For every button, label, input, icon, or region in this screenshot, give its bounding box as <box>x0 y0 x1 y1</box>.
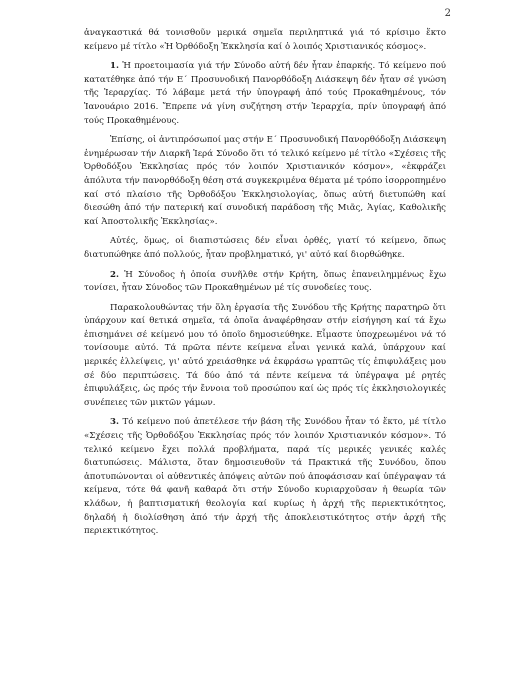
paragraph-representatives <box>84 134 446 229</box>
paragraph-text: Ἡ Σύνοδος ἡ ὁποία συνῆλθε στήν Κρήτη, ὅπως ἐπανειλημμένως ἔχω τονίσει, ἦταν Σύνοδος τῶν Προκαθημένων μέ τίς συνοδείες τους. <box>84 269 447 294</box>
paragraph-number: 1. <box>110 61 119 72</box>
paragraph-point-3 <box>84 416 446 538</box>
paragraph-number: 3. <box>110 417 119 428</box>
page-number: 2 <box>444 8 451 19</box>
paragraph-findings <box>84 235 446 262</box>
paragraph-observations <box>84 302 446 411</box>
paragraph-text: Αὐτές, ὅμως, οἱ διαπιστώσεις δέν εἶναι ὀρθές, γιατί τό κείμενο, ὅπως διατυπώθηκε ἀπό πολλούς, ἦταν προβληματικό, γι' αὐτό καί διορθώθηκε. <box>84 236 446 260</box>
paragraph-intro <box>84 27 446 54</box>
document-body <box>84 27 446 539</box>
paragraph-text: Τό κείμενο πού ἀπετέλεσε τήν βάση τῆς Συνόδου ἦταν τό ἕκτο, μέ τίτλο «Σχέσεις τῆς Ὀρθοδόξου Ἐκκλησίας πρός τόν λοιπόν Χριστιανικόν κόσμον». Τό τελικό κείμενο ἔχει πολλά προβλήματα, παρά τίς μερικές γενικές καλές διατυπώσεις. Μάλιστα, ὅταν δημοσιευθοῦν τά Πρακτικά τῆς Συνόδου, ὅπου ἀποτυπώνονται οἱ αὐθεντικές ἀπόψεις αὐτῶν πού ἀποφάσισαν καί ὑπέγραψαν τά κείμενα, τότε θά φανῆ καθαρά ὅτι στήν Σύνοδο κυριαρχοῦσαν ἡ θεωρία τῶν κλάδων, ἡ βαπτισματική θεολογία καί κυρίως ἡ ἀρχή τῆς περιεκτικότητος, δηλαδή ἡ διολίσθηση ἀπό τήν ἀρχή τῆς ἀποκλειστικότητος στήν ἀρχή τῆς περιεκτικότητος. <box>84 417 447 537</box>
paragraph-point-1 <box>84 60 446 128</box>
paragraph-text: Ἐπίσης, οἱ ἀντιπρόσωποί μας στήν Ε΄ Προσυνοδική Πανορθόδοξη Διάσκεψη ἐνημέρωσαν τήν Διαρκῆ Ἱερά Σύνοδο ὅτι τό τελικό κείμενο μέ τίτλο «Σχέσεις τῆς Ὀρθοδόξου Ἐκκλησίας πρός τόν λοιπόν Χριστιανικόν κόσμον», «ἐκφράζει ἀπόλυτα τήν πανορθόδοξη θέση στά συγκεκριμένα θέματα μέ τρόπο ἰσορροπημένο καί στό πλαίσιο τῆς Ὀρθοδόξου Ἐκκλησιολογίας, ὅπως αὐτή διετυπώθη καί διεσώθη ἀπό τήν πατερική καί συνοδική παράδοση τῆς Μιᾶς, Ἁγίας, Καθολικῆς καί Ἀποστολικῆς Ἐκκλησίας». <box>84 135 446 227</box>
paragraph-point-2 <box>84 269 446 296</box>
paragraph-text: ἀναγκαστικά θά τονισθοῦν μερικά σημεῖα περιληπτικά γιά τό κρίσιμο ἕκτο κείμενο μέ τίτλο «Ἡ Ὀρθόδοξη Ἐκκλησία καί ὁ λοιπός Χριστιανικός κόσμος». <box>84 28 446 52</box>
paragraph-text: Ἡ προετοιμασία γιά τήν Σύνοδο αὐτή δέν ἦταν ἐπαρκής. Τό κείμενο πού κατατέθηκε ἀπό τήν Ε΄ Προσυνοδική Πανορθόδοξη Διάσκεψη δέν ἦταν σέ γνώση τῆς Ἱεραρχίας. Τό λάβαμε μετά τήν ὑπογραφή ἀπό τούς Προκαθημένους, τόν Ἰανουάριο 2016. Ἔπρεπε νά γίνη συζήτηση στήν Ἱεραρχία, πρίν ὑπογραφή ἀπό τούς Προκαθημένους. <box>84 61 446 126</box>
paragraph-text: Παρακολουθώντας τήν ὅλη ἐργασία τῆς Συνόδου τῆς Κρήτης παρατηρῶ ὅτι ὑπάρχουν καί θετικά σημεῖα, τά ὁποῖα ἀναφέρθησαν στήν εἰσήγηση καί τά ἔχω ἐπισημάνει σέ κείμενό μου τό ὁποῖο δημοσιεύθηκε. Εἶμαστε ὑποχρεωμένοι νά τό τονίσουμε αὐτό. Τά πρῶτα πέντε κείμενα εἶναι γενικά καλά, ὑπάρχουν καί μερικές ἐλλείψεις, γι' αὐτό χρειάσθηκε νά ἐκφράσω γραπτῶς τίς ἐπιφυλάξεις μου σέ δύο περιπτώσεις. Τά δύο ἀπό τά πέντε κείμενα τά ὑπέγραψα μέ ρητές ἐπιφυλάξεις, ὡς πρός τήν ἔννοια τοῦ προσώπου καί ὡς πρός τίς ἐκκλησιολογικές συνέπειες τῶν μικτῶν γάμων. <box>84 302 446 408</box>
paragraph-number: 2. <box>110 269 119 280</box>
